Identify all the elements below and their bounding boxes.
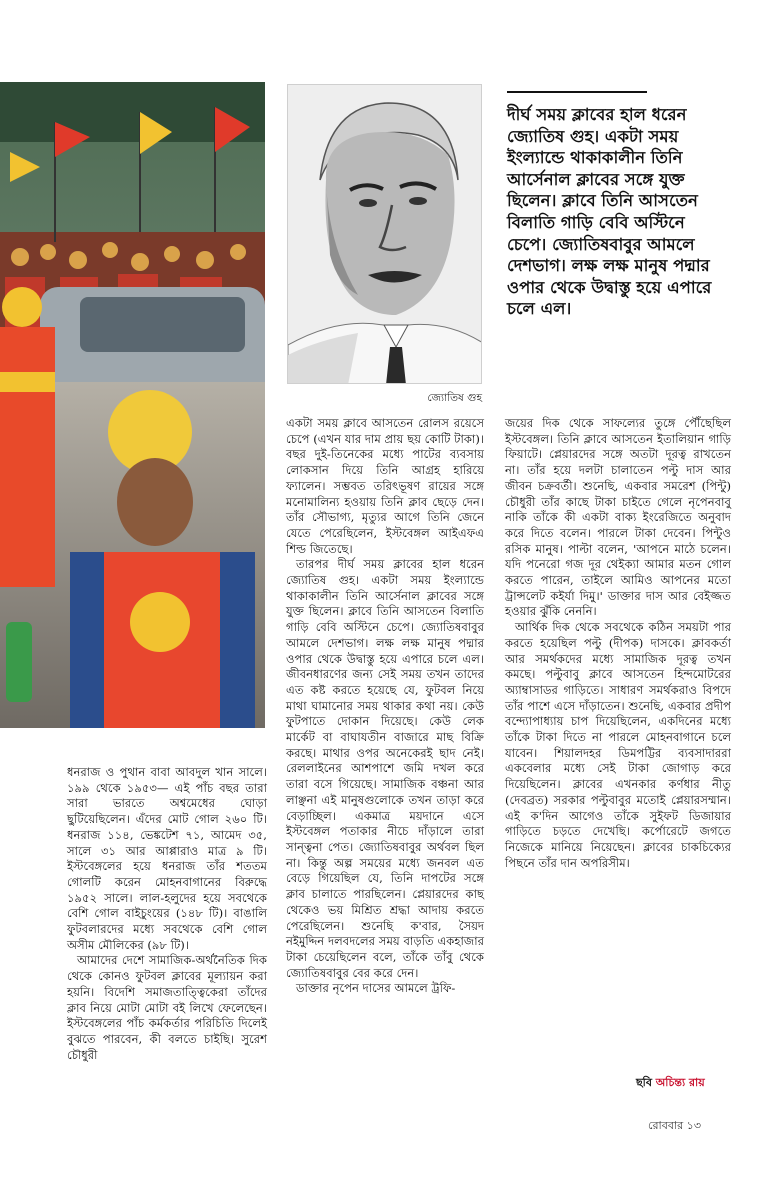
paragraph: ধনরাজ ও পুথান বাবা আবদুল খান সালে। ১৯৯ থেকে ১৯৫৩— এই পাঁচ বছর তারা সারা ভারতে অশ্বমেধের ঘোড়া ছুটিয়েছিলেন। এঁদের মোট গোল ২৬০ টি। ধনরাজ ১১৪, ভেঙ্কটেশ ৭১, আমেদ ৩৫, সালে ৩১ আর আপ্পারাও মাত্র ৯ টি। ইস্টবেঙ্গলের হয়ে ধনরাজ তাঁর শততম গোলটি করেন মোহনবাগানের বিরুদ্ধে ১৯৫২ সালে। লাল-হলুদের হয়ে সবথেকে বেশি গোল বাইচুংয়ের (১৪৮ টি)। বাঙালি ফুটবলারদের মধ্যে সবথেকে বেশি গোল অসীম মৌলিকের (৯৮ টি)। <box>67 765 267 952</box>
paragraph: ডাক্তার নৃপেন দাসের আমলে ট্রফি- <box>296 981 456 996</box>
portrait-photo <box>287 84 482 384</box>
paragraph: তারপর দীর্ঘ সময় ক্লাবের হাল ধরেন জ্যোতিষ গুহ। একটা সময় ইংল্যান্ডে থাকাকালীন তিনি আর্সেনাল ক্লাবের সঙ্গে যুক্ত ছিলেন। ক্লাবে তিনি আসতেন বিলাতি গাড়ি বেবি অস্টিনে চেপে। জ্যোতিষবাবুর আমলে দেশভাগ। লক্ষ লক্ষ মানুষ পদ্মার ওপার থেকে উদ্বাস্তু হয়ে এপারে চলে এল। জীবনধারণের জন্য সেই সময় তখন তাদের এত কষ্ট করতে হয়েছে যে, ফুটবল নিয়ে মাথা ঘামানোর সময় থাকার কথা নয়। কেউ ফুটপাতে দোকান দিয়েছে। কেউ লেক মার্কেট বা বাঘাযতীন বাজারে মাছ বিক্রি করছে। মাথার ওপর অনেকেরই ছাদ নেই। রেললাইনের আশপাশে জমি দখল করে তারা বসে গিয়েছে। সামাজিক বঞ্চনা আর লাঞ্ছনা এই মানুষগুলোকে তখন তাড়া করে বেড়াচ্ছিল। একমাত্র ময়দানে এসে ইস্টবেঙ্গল পতাকার নীচে দাঁড়ালে তারা সান্ত্বনা পেত। জ্যোতিষবাবুর অর্থবল ছিল না। কিন্তু অল্প সময়ের মধ্যে জনবল এত বেড়ে গিয়েছিল যে, তিনি দাপটের সঙ্গে ক্লাব চালাতে পারছিলেন। প্লেয়ারদের কাছ থেকেও ভয় মিশ্রিত শ্রদ্ধা আদায় করতে পেরেছিলেন। শুনেছি ক'বার, সৈয়দ নইমুদ্দিন দলবদলের সময় বাড়তি একহাজার টাকা চেয়েছিলেন বলে, তাঁকে তাঁবু থেকে জ্যোতিষবাবুর বের করে দেন। <box>286 557 484 980</box>
pullquote-rule <box>507 91 647 93</box>
portrait-caption: জ্যোতিষ গুহ <box>427 392 482 404</box>
paragraph: জয়ের দিক থেকে সাফল্যের তুঙ্গে পৌঁছেছিল ইস্টবেঙ্গল। তিনি ক্লাবে আসতেন ইতালিয়ান গাড়ি ফিয়াটে। প্লেয়ারদের সঙ্গে অতটা দূরত্ব রাখতেন না। তাঁর হয়ে দলটা চালাতেন পল্টু দাস আর জীবন চক্রবর্তী। শুনেছি, একবার সমরেশ (পিন্টু) চৌধুরী তাঁর কাছে টাকা চাইতে গেলে নৃপেনবাবু নাকি তাঁকে কী একটা বাক্য ইংরেজিতে অনুবাদ করে দিতে বলেন। পারলে টাকা দেবেন। পিন্টুও রসিক মানুষ। পাল্টা বলেন, 'আপনে মাঠে চলেন। যদি পনেরো গজ দূর থেইক্যা আমার মতন গোল করতে পারেন, তাইলে আমিও আপনের মতো ট্রান্সলেট কইর্যা দিমু।' ডাক্তার দাস আর বেইজ্জত হওয়ার ঝুঁকি নেননি। <box>505 416 731 619</box>
photo-credit-label: ছবি <box>636 1076 652 1089</box>
photo-credit-name: অচিন্ত্য রায় <box>655 1076 705 1089</box>
portrait-illustration <box>288 85 482 384</box>
paragraph: আর্থিক দিক থেকে সবথেকে কঠিন সময়টা পার করতে হয়েছিল পল্টু (দীপক) দাসকে। ক্লাবকর্তা আর সমর্থকদের মধ্যে সামাজিক দূরত্ব তখন কমছে। পল্টুবাবু ক্লাবে আসতেন হিন্দমোটরের অ্যাম্বাসাডর গাড়িতে। সাধারণ সমর্থকরাও বিপদে তাঁর পাশে এসে দাঁড়াতেন। শুনেছি, একবার প্রদীপ বন্দ্যোপাধ্যায় চাপ দিয়েছিলেন, একদিনের মধ্যে তাঁকে টাকা দিতে না পারলে মোহনবাগানে চলে যাবেন। শিয়ালদহর ডিমপট্টির ব্যবসাদাররা একবেলার মধ্যে সেই টাকা জোগাড় করে দিয়েছিলেন। ক্লাবের এখনকার কর্ণধার নীতু (দেবব্রত) সরকার পল্টুবাবুর মতোই প্লেয়ারসম্মান। এই ক'দিন আগেও তাঁকে সুইফট ডিজায়ার গাড়িতে চড়তে দেখেছি। কর্পোরেটে জগতে নিজেকে মানিয়ে নিয়েছেন। ক্লাবের চাকচিক্যের পিছনে তাঁর দান অপরিসীম। <box>505 620 731 870</box>
rally-photo-illustration <box>0 82 265 728</box>
pullquote: দীর্ঘ সময় ক্লাবের হাল ধরেন জ্যোতিষ গুহ। একটা সময় ইংল্যান্ডে থাকাকালীন তিনি আর্সেনাল ক্লাবের সঙ্গে যুক্ত ছিলেন। ক্লাবে তিনি আসতেন বিলাতি গাড়ি বেবি অস্টিনে চেপে। জ্যোতিষবাবুর আমলে দেশভাগ। লক্ষ লক্ষ মানুষ পদ্মার ওপার থেকে উদ্বাস্তু হয়ে এপারে চলে এল। <box>507 105 712 319</box>
article-column-left <box>67 765 267 1063</box>
article-column-middle <box>286 416 484 997</box>
photo-credit <box>636 1074 705 1093</box>
rally-photo <box>0 82 265 728</box>
paragraph: একটা সময় ক্লাবে আসতেন রোলস রয়েসে চেপে (এখন যার দাম প্রায় ছয় কোটি টাকা)। বছর দুই-তিনেকের মধ্যে পাটের ব্যবসায় লোকসান দিয়ে তিনি আগ্রহ হারিয়ে ফ্যালেন। সম্ভবত তরিৎভূষণ রায়ের সঙ্গে মনোমালিন্য হওয়ায় তিনি ক্লাব ছেড়ে দেন। তাঁর সৌভাগ্য, মৃত্যুর আগে তিনি জেনে যেতে পেরেছিলেন, ইস্টবেঙ্গল আইএফএ শিল্ড জিতেছে। <box>286 416 484 556</box>
paragraph: আমাদের দেশে সামাজিক-অর্থনৈতিক দিক থেকে কোনও ফুটবল ক্লাবের মূল্যায়ন করা হয়নি। বিদেশি সমাজতাত্ত্বিকেরা তাঁদের ক্লাব নিয়ে মোটা মোটা বই লিখে ফেলেছেন। ইস্টবেঙ্গলের পাঁচ কর্মকর্তার পরিচিতি দিলেই বুঝতে পারবেন, কী বলতে চাইছি। সুরেশ চৌধুরী <box>67 953 267 1062</box>
page-folio: রোববার ১৩ <box>648 1119 701 1132</box>
article-column-right <box>505 416 731 871</box>
